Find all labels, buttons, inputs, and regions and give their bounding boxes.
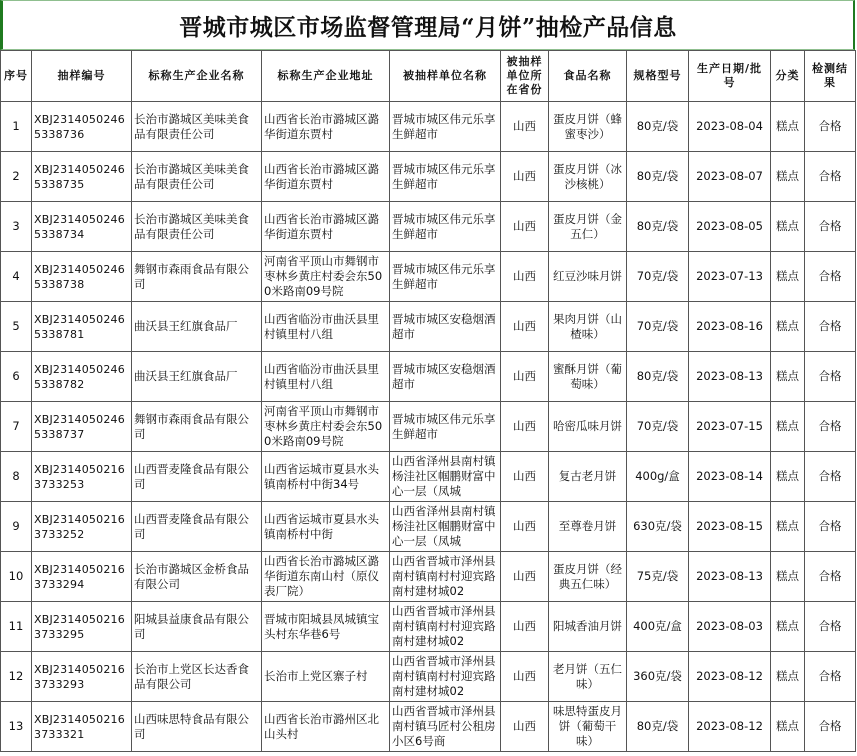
cell-producer[interactable] <box>132 452 262 502</box>
cell-sampled-unit-text: 山西省晋城市泽州县南村镇马匠村公租房小区6号商 <box>392 704 496 748</box>
cell-date[interactable]: 2023-07-15 <box>689 402 771 452</box>
cell-producer-text: 山西晋麦隆食品有限公司 <box>134 461 249 491</box>
cell-food-text: 蛋皮月饼（经典五仁味） <box>553 561 622 591</box>
cell-code[interactable] <box>32 102 132 152</box>
cell-producer-address-text: 山西省长治市潞城区潞华街道东南山村（原仪表厂院） <box>264 554 379 598</box>
cell-result[interactable]: 合格 <box>805 352 856 402</box>
header-province[interactable]: 被抽样单位所在省份 <box>501 51 549 102</box>
cell-producer-address-text: 山西省临汾市曲沃县里村镇里村八组 <box>264 361 379 391</box>
table-row <box>1 702 856 752</box>
cell-seq[interactable]: 3 <box>1 202 32 252</box>
cell-date[interactable]: 2023-08-12 <box>689 702 771 752</box>
cell-spec[interactable]: 360克/袋 <box>627 652 689 702</box>
cell-spec[interactable]: 400克/盒 <box>627 602 689 652</box>
cell-producer-address-text: 山西省运城市夏县水头镇南桥村中街 <box>264 511 379 541</box>
cell-result[interactable]: 合格 <box>805 202 856 252</box>
cell-sampled-unit-text: 晋城市城区伟元乐享生鲜超市 <box>392 161 496 191</box>
cell-result[interactable]: 合格 <box>805 402 856 452</box>
cell-producer-address-text: 山西省长治市潞城区潞华街道东贾村 <box>264 111 379 141</box>
cell-sampled-unit[interactable] <box>390 252 501 302</box>
cell-producer-address-text: 山西省长治市潞城区潞华街道东贾村 <box>264 161 379 191</box>
cell-category[interactable]: 糕点 <box>771 702 805 752</box>
cell-producer-address-text: 山西省临汾市曲沃县里村镇里村八组 <box>264 311 379 341</box>
table-body <box>1 102 856 752</box>
cell-result[interactable]: 合格 <box>805 502 856 552</box>
cell-sampled-unit[interactable] <box>390 302 501 352</box>
cell-code-text: XBJ23140502163733321 <box>34 712 125 741</box>
cell-code-text: XBJ23140502465338782 <box>34 362 125 391</box>
cell-code[interactable] <box>32 402 132 452</box>
cell-code-text: XBJ23140502465338781 <box>34 312 125 341</box>
cell-result[interactable]: 合格 <box>805 702 856 752</box>
cell-sampled-unit[interactable] <box>390 652 501 702</box>
table-row <box>1 152 856 202</box>
cell-province[interactable]: 山西 <box>501 352 549 402</box>
cell-producer[interactable] <box>132 552 262 602</box>
cell-seq[interactable]: 9 <box>1 502 32 552</box>
cell-producer[interactable] <box>132 702 262 752</box>
cell-food[interactable] <box>549 402 627 452</box>
cell-code[interactable] <box>32 352 132 402</box>
cell-producer-address-text: 山西省运城市夏县水头镇南桥村中街34号 <box>264 461 379 491</box>
table-row <box>1 652 856 702</box>
cell-code[interactable] <box>32 652 132 702</box>
table-row <box>1 452 856 502</box>
cell-food-text: 老月饼（五仁味） <box>553 661 622 691</box>
cell-code[interactable] <box>32 452 132 502</box>
cell-producer-address[interactable] <box>262 652 390 702</box>
cell-code-text: XBJ23140502465338736 <box>34 112 125 141</box>
cell-category[interactable]: 糕点 <box>771 502 805 552</box>
cell-seq[interactable]: 8 <box>1 452 32 502</box>
page-title: 晋城市城区市场监督管理局“月饼”抽检产品信息 <box>179 13 677 41</box>
cell-seq[interactable]: 1 <box>1 102 32 152</box>
inspection-table <box>0 50 856 752</box>
cell-spec[interactable]: 400g/盒 <box>627 452 689 502</box>
header-producer[interactable]: 标称生产企业名称 <box>132 51 262 102</box>
cell-producer-address[interactable] <box>262 702 390 752</box>
cell-food-text: 蛋皮月饼（金五仁） <box>553 211 622 241</box>
cell-province[interactable]: 山西 <box>501 302 549 352</box>
cell-code-text: XBJ23140502465338738 <box>34 262 125 291</box>
cell-producer-address-text: 山西省长治市潞城区潞华街道东贾村 <box>264 211 379 241</box>
cell-sampled-unit[interactable] <box>390 502 501 552</box>
header-spec[interactable]: 规格型号 <box>627 51 689 102</box>
cell-producer-text: 长治市潞城区美味美食品有限责任公司 <box>134 211 249 241</box>
cell-producer-address[interactable] <box>262 202 390 252</box>
header-producer-address[interactable]: 标称生产企业地址 <box>262 51 390 102</box>
cell-code[interactable] <box>32 702 132 752</box>
cell-sampled-unit-text: 晋城市城区伟元乐享生鲜超市 <box>392 211 496 241</box>
header-seq[interactable]: 序号 <box>1 51 32 102</box>
cell-code[interactable] <box>32 152 132 202</box>
cell-code-text: XBJ23140502163733253 <box>34 462 125 491</box>
cell-food[interactable] <box>549 702 627 752</box>
cell-seq[interactable]: 4 <box>1 252 32 302</box>
cell-producer-address-text: 长治市上党区寨子村 <box>264 669 368 683</box>
cell-sampled-unit-text: 山西省泽州县南村镇杨洼社区帼鹏财富中心一层（凤城 <box>392 504 496 548</box>
cell-result[interactable]: 合格 <box>805 652 856 702</box>
cell-category[interactable]: 糕点 <box>771 402 805 452</box>
cell-category[interactable]: 糕点 <box>771 102 805 152</box>
cell-code-text: XBJ23140502163733293 <box>34 662 125 691</box>
cell-date[interactable]: 2023-08-15 <box>689 502 771 552</box>
header-date[interactable]: 生产日期/批号 <box>689 51 771 102</box>
cell-producer-address[interactable] <box>262 352 390 402</box>
cell-sampled-unit-text: 晋城市城区伟元乐享生鲜超市 <box>392 111 496 141</box>
cell-sampled-unit-text: 晋城市城区安稳烟酒超市 <box>392 361 496 391</box>
cell-code[interactable] <box>32 552 132 602</box>
cell-code[interactable] <box>32 202 132 252</box>
table-row <box>1 302 856 352</box>
cell-province[interactable]: 山西 <box>501 102 549 152</box>
cell-date[interactable]: 2023-08-12 <box>689 652 771 702</box>
cell-sampled-unit-text: 山西省晋城市泽州县南村镇南村村迎宾路南村建材城02 <box>392 604 496 648</box>
cell-producer-text: 舞钢市森雨食品有限公司 <box>134 261 249 291</box>
cell-food[interactable] <box>549 102 627 152</box>
table-row <box>1 502 856 552</box>
header-food[interactable]: 食品名称 <box>549 51 627 102</box>
cell-producer[interactable] <box>132 502 262 552</box>
cell-spec[interactable]: 80克/袋 <box>627 352 689 402</box>
cell-food[interactable] <box>549 552 627 602</box>
cell-category[interactable]: 糕点 <box>771 602 805 652</box>
cell-producer[interactable] <box>132 402 262 452</box>
cell-producer[interactable] <box>132 152 262 202</box>
cell-code-text: XBJ23140502163733294 <box>34 562 125 591</box>
table-row <box>1 202 856 252</box>
cell-code-text: XBJ23140502465338734 <box>34 212 125 241</box>
cell-seq[interactable]: 13 <box>1 702 32 752</box>
cell-seq[interactable]: 2 <box>1 152 32 202</box>
cell-food[interactable] <box>549 202 627 252</box>
cell-sampled-unit[interactable] <box>390 452 501 502</box>
cell-spec[interactable]: 75克/袋 <box>627 552 689 602</box>
cell-producer-address[interactable] <box>262 102 390 152</box>
cell-food-text: 果肉月饼（山楂味） <box>553 311 622 341</box>
cell-sampled-unit[interactable] <box>390 352 501 402</box>
cell-result[interactable]: 合格 <box>805 302 856 352</box>
cell-code-text: XBJ23140502465338735 <box>34 162 125 191</box>
cell-date[interactable]: 2023-08-03 <box>689 602 771 652</box>
cell-spec[interactable]: 70克/袋 <box>627 402 689 452</box>
cell-food-text: 至尊卷月饼 <box>558 519 617 533</box>
cell-producer[interactable] <box>132 302 262 352</box>
cell-food[interactable] <box>549 602 627 652</box>
cell-producer-address-text: 河南省平顶山市舞钢市枣林乡黄庄村委会东500米路南09号院 <box>264 254 383 298</box>
cell-spec[interactable]: 630克/袋 <box>627 502 689 552</box>
cell-producer-text: 长治市潞城区美味美食品有限责任公司 <box>134 111 249 141</box>
cell-province[interactable]: 山西 <box>501 202 549 252</box>
cell-province[interactable]: 山西 <box>501 552 549 602</box>
cell-result[interactable]: 合格 <box>805 102 856 152</box>
cell-date[interactable]: 2023-08-13 <box>689 552 771 602</box>
cell-category[interactable]: 糕点 <box>771 352 805 402</box>
cell-food-text: 阳城香油月饼 <box>553 619 622 633</box>
table-row <box>1 552 856 602</box>
cell-result[interactable]: 合格 <box>805 452 856 502</box>
cell-producer-address-text: 晋城市阳城县凤城镇宝头村东华巷6号 <box>264 611 379 641</box>
cell-code-text: XBJ23140502163733295 <box>34 612 125 641</box>
cell-sampled-unit[interactable] <box>390 602 501 652</box>
cell-producer-text: 长治市潞城区美味美食品有限责任公司 <box>134 161 249 191</box>
cell-sampled-unit-text: 晋城市城区伟元乐享生鲜超市 <box>392 261 496 291</box>
cell-date[interactable]: 2023-08-16 <box>689 302 771 352</box>
header-row <box>1 51 856 102</box>
cell-producer-text: 舞钢市森雨食品有限公司 <box>134 411 249 441</box>
cell-code[interactable] <box>32 302 132 352</box>
cell-province[interactable]: 山西 <box>501 602 549 652</box>
cell-result[interactable]: 合格 <box>805 552 856 602</box>
cell-food-text: 蛋皮月饼（冰沙核桃） <box>553 161 622 191</box>
cell-producer[interactable] <box>132 102 262 152</box>
cell-province[interactable]: 山西 <box>501 252 549 302</box>
cell-producer-text: 曲沃县王红旗食品厂 <box>134 319 238 333</box>
cell-food-text: 复古老月饼 <box>558 469 617 483</box>
cell-province[interactable]: 山西 <box>501 502 549 552</box>
title-cell[interactable] <box>0 0 855 50</box>
cell-food[interactable] <box>549 252 627 302</box>
cell-category[interactable]: 糕点 <box>771 652 805 702</box>
cell-code[interactable] <box>32 502 132 552</box>
cell-sampled-unit-text: 晋城市城区安稳烟酒超市 <box>392 311 496 341</box>
cell-food[interactable] <box>549 302 627 352</box>
cell-province[interactable]: 山西 <box>501 452 549 502</box>
cell-producer[interactable] <box>132 352 262 402</box>
cell-sampled-unit-text: 山西省泽州县南村镇杨洼社区帼鹏财富中心一层（凤城 <box>392 454 496 498</box>
cell-spec[interactable]: 80克/袋 <box>627 702 689 752</box>
cell-food[interactable] <box>549 652 627 702</box>
cell-date[interactable]: 2023-08-04 <box>689 102 771 152</box>
cell-sampled-unit[interactable] <box>390 402 501 452</box>
header-category[interactable]: 分类 <box>771 51 805 102</box>
cell-food-text: 蜜酥月饼（葡萄味） <box>553 361 622 391</box>
cell-producer-text: 阳城县益康食品有限公司 <box>134 611 249 641</box>
header-result[interactable]: 检测结果 <box>805 51 856 102</box>
cell-sampled-unit[interactable] <box>390 102 501 152</box>
cell-producer-text: 山西晋麦隆食品有限公司 <box>134 511 249 541</box>
cell-sampled-unit[interactable] <box>390 702 501 752</box>
cell-sampled-unit-text: 晋城市城区伟元乐享生鲜超市 <box>392 411 496 441</box>
cell-result[interactable]: 合格 <box>805 252 856 302</box>
cell-date[interactable]: 2023-08-14 <box>689 452 771 502</box>
header-code[interactable]: 抽样编号 <box>32 51 132 102</box>
cell-category[interactable]: 糕点 <box>771 552 805 602</box>
cell-producer-address[interactable] <box>262 252 390 302</box>
cell-producer-address[interactable] <box>262 602 390 652</box>
cell-category[interactable]: 糕点 <box>771 452 805 502</box>
cell-producer-address[interactable] <box>262 402 390 452</box>
cell-spec[interactable]: 70克/袋 <box>627 252 689 302</box>
cell-seq[interactable]: 7 <box>1 402 32 452</box>
cell-date[interactable]: 2023-08-07 <box>689 152 771 202</box>
cell-code-text: XBJ23140502163733252 <box>34 512 125 541</box>
header-sampled-unit[interactable]: 被抽样单位名称 <box>390 51 501 102</box>
cell-spec[interactable]: 80克/袋 <box>627 102 689 152</box>
table-row <box>1 402 856 452</box>
cell-province[interactable]: 山西 <box>501 152 549 202</box>
cell-producer-address-text: 山西省长治市潞州区北山头村 <box>264 711 379 741</box>
cell-producer-address[interactable] <box>262 502 390 552</box>
cell-sampled-unit[interactable] <box>390 202 501 252</box>
cell-producer-text: 长治市上党区长达香食品有限公司 <box>134 661 249 691</box>
cell-seq[interactable]: 5 <box>1 302 32 352</box>
cell-food[interactable] <box>549 352 627 402</box>
cell-spec[interactable]: 80克/袋 <box>627 152 689 202</box>
cell-code-text: XBJ23140502465338737 <box>34 412 125 441</box>
cell-food-text: 红豆沙味月饼 <box>553 269 622 283</box>
cell-category[interactable]: 糕点 <box>771 152 805 202</box>
cell-sampled-unit[interactable] <box>390 152 501 202</box>
cell-sampled-unit-text: 山西省晋城市泽州县南村镇南村村迎宾路南村建材城02 <box>392 654 496 698</box>
cell-spec[interactable]: 70克/袋 <box>627 302 689 352</box>
table-row <box>1 102 856 152</box>
table-row <box>1 352 856 402</box>
cell-producer-text: 曲沃县王红旗食品厂 <box>134 369 238 383</box>
cell-producer-text: 山西味思特食品有限公司 <box>134 711 249 741</box>
cell-spec[interactable]: 80克/袋 <box>627 202 689 252</box>
cell-date[interactable]: 2023-08-13 <box>689 352 771 402</box>
cell-seq[interactable]: 11 <box>1 602 32 652</box>
cell-result[interactable]: 合格 <box>805 602 856 652</box>
cell-category[interactable]: 糕点 <box>771 252 805 302</box>
cell-sampled-unit[interactable] <box>390 552 501 602</box>
cell-producer[interactable] <box>132 252 262 302</box>
cell-province[interactable]: 山西 <box>501 402 549 452</box>
cell-food[interactable] <box>549 452 627 502</box>
cell-date[interactable]: 2023-07-13 <box>689 252 771 302</box>
cell-sampled-unit-text: 山西省晋城市泽州县南村镇南村村迎宾路南村建材城02 <box>392 554 496 598</box>
cell-food[interactable] <box>549 502 627 552</box>
cell-seq[interactable]: 12 <box>1 652 32 702</box>
cell-producer-address-text: 河南省平顶山市舞钢市枣林乡黄庄村委会东500米路南09号院 <box>264 404 383 448</box>
cell-province[interactable]: 山西 <box>501 702 549 752</box>
cell-result[interactable]: 合格 <box>805 152 856 202</box>
cell-producer[interactable] <box>132 602 262 652</box>
cell-producer[interactable] <box>132 202 262 252</box>
cell-seq[interactable]: 6 <box>1 352 32 402</box>
cell-food-text: 哈密瓜味月饼 <box>553 419 622 433</box>
cell-code[interactable] <box>32 252 132 302</box>
cell-food[interactable] <box>549 152 627 202</box>
cell-producer-address[interactable] <box>262 302 390 352</box>
cell-category[interactable]: 糕点 <box>771 202 805 252</box>
cell-category[interactable]: 糕点 <box>771 302 805 352</box>
cell-producer[interactable] <box>132 652 262 702</box>
cell-producer-address[interactable] <box>262 552 390 602</box>
cell-seq[interactable]: 10 <box>1 552 32 602</box>
table-row <box>1 252 856 302</box>
cell-producer-address[interactable] <box>262 452 390 502</box>
cell-code[interactable] <box>32 602 132 652</box>
cell-producer-text: 长治市潞城区金桥食品有限公司 <box>134 561 249 591</box>
cell-food-text: 蛋皮月饼（蜂蜜枣沙） <box>553 111 622 141</box>
cell-food-text: 味思特蛋皮月饼（葡萄干味） <box>553 704 622 748</box>
table-row <box>1 602 856 652</box>
cell-producer-address[interactable] <box>262 152 390 202</box>
cell-province[interactable]: 山西 <box>501 652 549 702</box>
cell-date[interactable]: 2023-08-05 <box>689 202 771 252</box>
